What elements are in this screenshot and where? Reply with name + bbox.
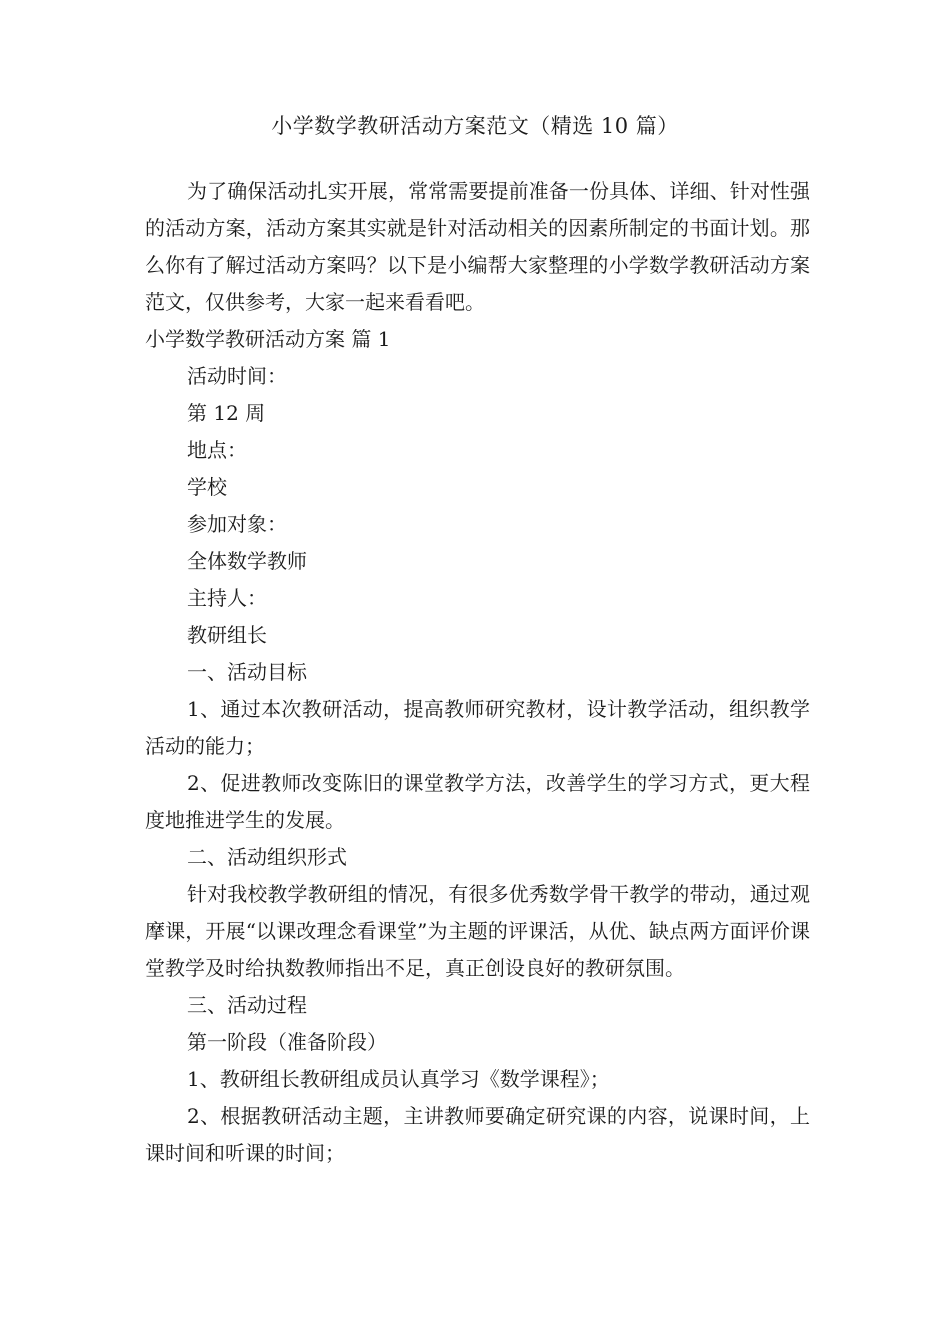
goal-item-2: 2、促进教师改变陈旧的课堂教学方法，改善学生的学习方式，更大程度地推进学生的发展。 xyxy=(145,771,810,832)
goal-item-1: 1、通过本次教研活动，提高教师研究教材，设计教学活动，组织教学活动的能力； xyxy=(145,697,810,758)
stage-1-heading: 第一阶段（准备阶段） xyxy=(187,1030,387,1054)
stage-1-item-1: 1、教研组长教研组成员认真学习《数学课程》； xyxy=(187,1067,610,1091)
place-label: 地点： xyxy=(187,438,247,462)
host-label: 主持人： xyxy=(187,586,267,610)
participants-value: 全体数学教师 xyxy=(187,549,307,573)
goal-heading: 一、活动目标 xyxy=(187,660,307,684)
section-heading: 小学数学教研活动方案 篇 1 xyxy=(145,327,391,351)
time-label: 活动时间： xyxy=(187,364,287,388)
document-body xyxy=(145,173,810,1172)
place-value: 学校 xyxy=(187,475,227,499)
process-heading: 三、活动过程 xyxy=(187,993,307,1017)
participants-label: 参加对象： xyxy=(187,512,287,536)
time-value: 第 12 周 xyxy=(187,401,266,425)
form-heading: 二、活动组织形式 xyxy=(187,845,347,869)
document-title: 小学数学教研活动方案范文（精选 10 篇） xyxy=(271,114,679,138)
stage-1-item-2: 2、根据教研活动主题，主讲教师要确定研究课的内容，说课时间，上课时间和听课的时间； xyxy=(145,1104,810,1165)
intro-paragraph: 为了确保活动扎实开展，常常需要提前准备一份具体、详细、针对性强的活动方案，活动方案其实就是针对活动相关的因素所制定的书面计划。那么你有了解过活动方案吗？以下是小编帮大家整理的小学数学教研活动方案范文，仅供参考，大家一起来看看吧。 xyxy=(145,179,810,314)
form-paragraph: 针对我校教学教研组的情况，有很多优秀数学骨干教学的带动，通过观摩课，开展“以课改理念看课堂”为主题的评课活，从优、缺点两方面评价课堂教学及时给执数教师指出不足，真正创设良好的教研氛围。 xyxy=(145,882,810,980)
host-value: 教研组长 xyxy=(187,623,267,647)
